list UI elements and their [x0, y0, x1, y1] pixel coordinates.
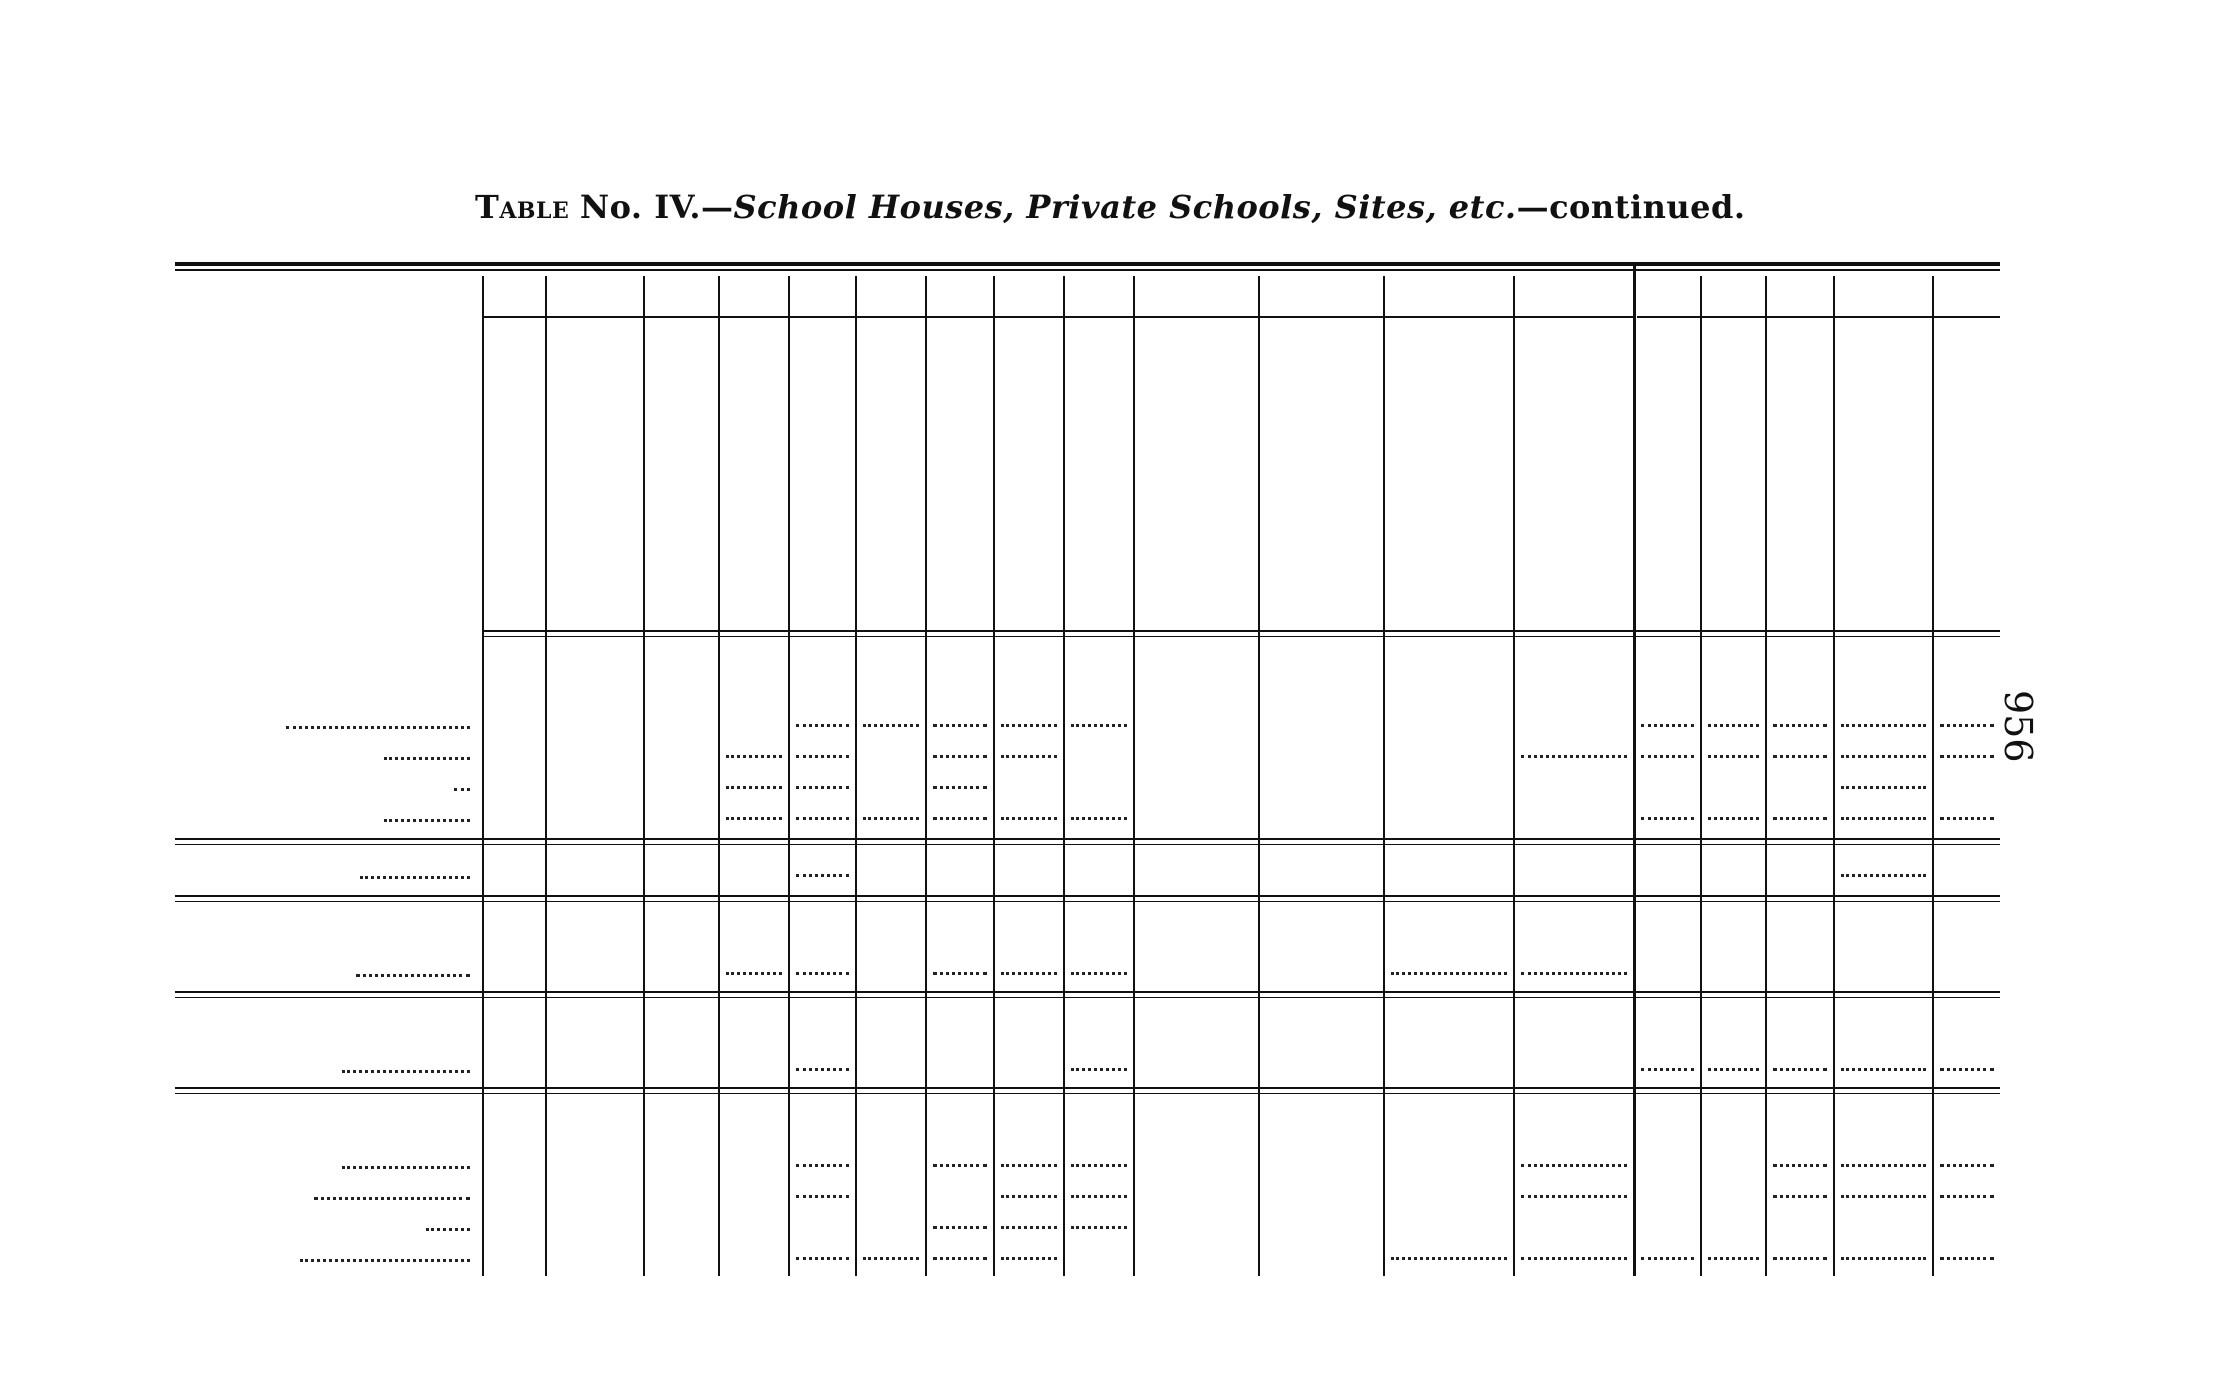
empty-cell [1001, 1257, 1057, 1260]
table-title [475, 188, 1775, 226]
empty-cell [1773, 755, 1827, 758]
town-leader [356, 974, 470, 977]
empty-cell [933, 1164, 987, 1167]
town-leader [342, 1070, 470, 1073]
empty-cell [1391, 972, 1507, 975]
empty-cell [933, 972, 987, 975]
empty-cell [726, 786, 782, 789]
column-divider [1133, 276, 1135, 1276]
empty-cell [796, 755, 849, 758]
empty-cell [863, 724, 919, 727]
empty-cell [1773, 817, 1827, 820]
column-divider [1513, 276, 1515, 1276]
empty-cell [1001, 1195, 1057, 1198]
empty-cell [933, 1226, 987, 1229]
column-divider [1063, 276, 1065, 1276]
empty-cell [1001, 1226, 1057, 1229]
empty-cell [1841, 817, 1926, 820]
empty-cell [1391, 1257, 1507, 1260]
empty-cell [1841, 1257, 1926, 1260]
empty-cell [1071, 972, 1127, 975]
group-rule-a [175, 991, 2000, 993]
empty-cell [1940, 755, 1994, 758]
column-divider [855, 276, 857, 1276]
empty-cell [1841, 724, 1926, 727]
title-subject: School Houses, Private Schools, Sites, etc. [733, 188, 1517, 226]
town-leader [426, 1228, 470, 1231]
town-leader [342, 1166, 470, 1169]
empty-cell [1841, 1068, 1926, 1071]
group-rule-a [175, 1087, 2000, 1089]
empty-cell [1940, 1164, 1994, 1167]
empty-cell [1773, 1164, 1827, 1167]
empty-cell [796, 972, 849, 975]
empty-cell [1071, 724, 1127, 727]
empty-cell [1940, 1068, 1994, 1071]
empty-cell [1001, 755, 1057, 758]
total-rule-b [175, 901, 2000, 902]
empty-cell [1521, 972, 1627, 975]
empty-cell [933, 755, 987, 758]
page-number: 956 [1996, 690, 2040, 763]
empty-cell [933, 786, 987, 789]
total-leader [360, 876, 470, 879]
empty-cell [1940, 1195, 1994, 1198]
empty-cell [1071, 1068, 1127, 1071]
section-divider [1633, 262, 1636, 1276]
empty-cell [796, 1068, 849, 1071]
empty-cell [1708, 724, 1759, 727]
section-underline-right [1637, 316, 2000, 318]
empty-cell [1773, 1068, 1827, 1071]
empty-cell [1641, 1068, 1694, 1071]
column-divider [788, 276, 790, 1276]
empty-cell [1641, 724, 1694, 727]
empty-cell [1071, 1195, 1127, 1198]
empty-cell [1641, 817, 1694, 820]
empty-cell [933, 724, 987, 727]
empty-cell [1940, 817, 1994, 820]
subtotal-rule-a [175, 838, 2000, 840]
empty-cell [1641, 1257, 1694, 1260]
header-bottom-rule-a [482, 630, 2000, 632]
column-divider [718, 276, 720, 1276]
empty-cell [1841, 755, 1926, 758]
empty-cell [1773, 1195, 1827, 1198]
empty-cell [1641, 755, 1694, 758]
empty-cell [796, 1257, 849, 1260]
empty-cell [933, 1257, 987, 1260]
column-divider [1932, 276, 1934, 1276]
header-bottom-rule-b [482, 636, 2000, 637]
group-rule-b [175, 997, 2000, 998]
empty-cell [1521, 1257, 1627, 1260]
empty-cell [796, 1164, 849, 1167]
column-divider [1383, 276, 1385, 1276]
town-leader [286, 726, 470, 729]
empty-cell [796, 1195, 849, 1198]
town-leader [454, 788, 470, 791]
column-divider [545, 276, 547, 1276]
title-prefix: Table [475, 188, 570, 226]
title-suffix: —continued. [1516, 188, 1746, 226]
column-divider [993, 276, 995, 1276]
empty-cell [863, 817, 919, 820]
column-divider [482, 276, 484, 1276]
empty-cell [1071, 1164, 1127, 1167]
empty-cell [863, 1257, 919, 1260]
empty-cell [1001, 972, 1057, 975]
empty-cell [1071, 817, 1127, 820]
empty-cell [1001, 1164, 1057, 1167]
empty-cell [1773, 724, 1827, 727]
empty-cell [796, 786, 849, 789]
section-underline-left [482, 316, 1633, 318]
column-divider [1700, 276, 1702, 1276]
subtotal-rule-b [175, 844, 2000, 845]
town-leader [384, 819, 470, 822]
empty-cell [1841, 786, 1926, 789]
town-leader [314, 1197, 470, 1200]
empty-cell [1071, 1226, 1127, 1229]
empty-cell [1708, 1068, 1759, 1071]
column-divider [643, 276, 645, 1276]
group-rule-b [175, 1093, 2000, 1094]
column-divider [925, 276, 927, 1276]
empty-cell [1773, 1257, 1827, 1260]
top-rule-thick [175, 262, 2000, 266]
top-rule-thin [175, 269, 2000, 271]
column-divider [1765, 276, 1767, 1276]
column-divider [1258, 276, 1260, 1276]
empty-cell [796, 874, 849, 877]
empty-cell [1841, 874, 1926, 877]
column-divider [1833, 276, 1835, 1276]
empty-cell [726, 972, 782, 975]
empty-cell [796, 817, 849, 820]
empty-cell [1708, 817, 1759, 820]
empty-cell [1001, 817, 1057, 820]
town-leader [300, 1259, 470, 1262]
empty-cell [1708, 1257, 1759, 1260]
empty-cell [1001, 724, 1057, 727]
empty-cell [1841, 1195, 1926, 1198]
empty-cell [1521, 1195, 1627, 1198]
empty-cell [1708, 755, 1759, 758]
empty-cell [726, 817, 782, 820]
total-rule-a [175, 895, 2000, 897]
empty-cell [1521, 755, 1627, 758]
empty-cell [1841, 1164, 1926, 1167]
title-number: No. IV.— [579, 188, 734, 226]
town-leader [384, 757, 470, 760]
empty-cell [796, 724, 849, 727]
empty-cell [726, 755, 782, 758]
empty-cell [1521, 1164, 1627, 1167]
empty-cell [1940, 1257, 1994, 1260]
empty-cell [933, 817, 987, 820]
empty-cell [1940, 724, 1994, 727]
